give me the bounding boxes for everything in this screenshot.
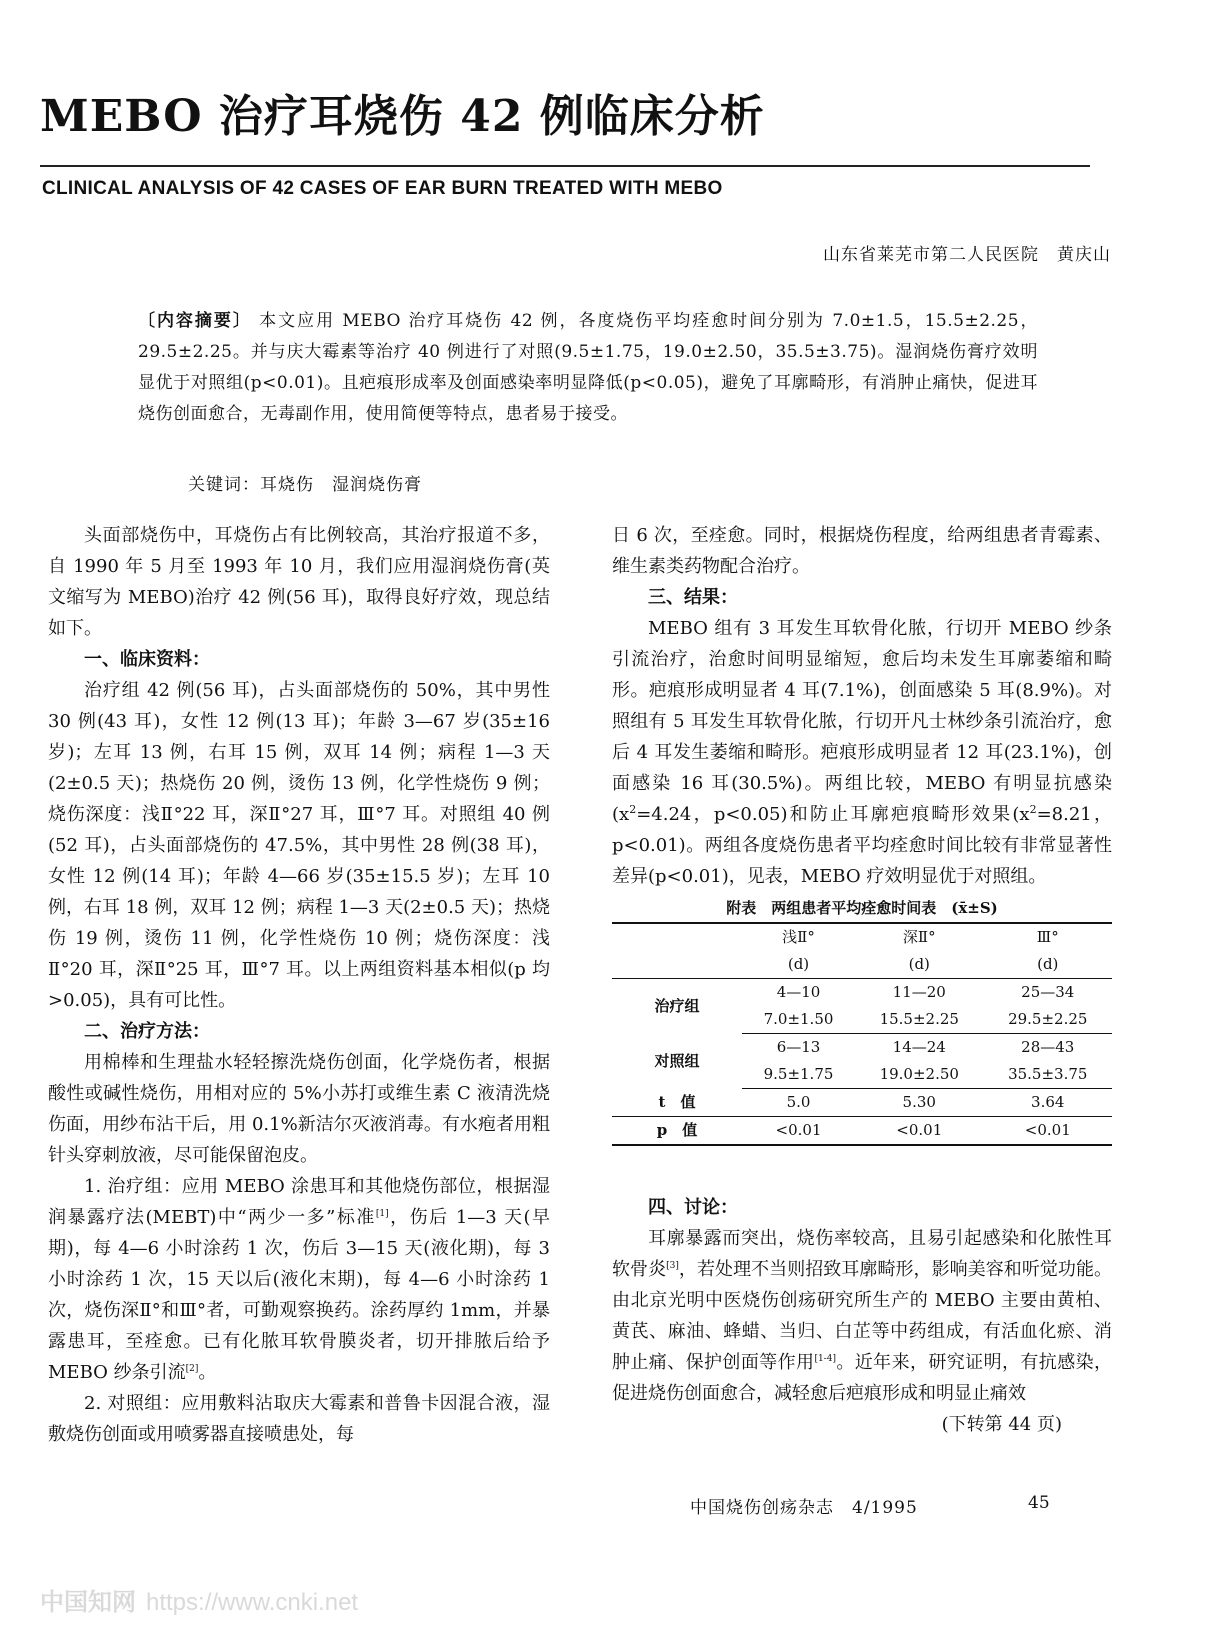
table-cell: 5.30 <box>855 1089 983 1117</box>
table-cell: 29.5±2.25 <box>984 1006 1113 1034</box>
table-cell: 7.0±1.50 <box>742 1006 855 1034</box>
table-unit-cell: (d) <box>984 951 1113 979</box>
table-cell: <0.01 <box>984 1117 1113 1146</box>
author-affiliation: 山东省莱芜市第二人民医院 黄庆山 <box>823 245 1111 265</box>
table-header-cell: Ⅲ° <box>984 923 1113 951</box>
text-span: ，若处理不当则招致耳廓畸形，影响美容和听觉功能。由北京光明中医烧伤创疡研究所生产的 MEBO 主要由黄柏、黄芪、麻油、蜂蜡、当归、白芷等中药组成，有活血化瘀、消肿止痛、保护创面等作用 <box>612 1259 1112 1373</box>
watermark-url: https://www.cnki.net <box>146 1589 359 1616</box>
article-title: MEBO 治疗耳烧伤 42 例临床分析 <box>40 91 765 142</box>
table-cell: 14—24 <box>892 1038 946 1056</box>
table-header-row <box>612 923 1112 951</box>
table-cell: <0.01 <box>855 1117 983 1146</box>
methods-paragraph: 用棉棒和生理盐水轻轻擦洗烧伤创面，化学烧伤者，根据酸性或碱性烧伤，用相对应的 5%小苏打或维生素 C 液清洗烧伤面，用纱布沾干后，用 0.1%新洁尔灭液消毒。有水疱者用粗针头穿刺放液，尽可能保留泡皮。 <box>48 1052 550 1166</box>
keywords: 关键词：耳烧伤 湿润烧伤膏 <box>188 475 422 495</box>
table-cell <box>612 951 742 979</box>
continued-paragraph: 日 6 次，至痊愈。同时，根据烧伤程度，给两组患者青霉素、维生素类药物配合治疗。 <box>612 525 1112 577</box>
results-table <box>612 922 1112 1146</box>
table-cell: 3.64 <box>984 1089 1113 1117</box>
citation-ref: [3] <box>666 1261 679 1271</box>
table-cell: 4—10 <box>776 983 821 1001</box>
citation-ref: [1] <box>375 1209 389 1219</box>
clinical-paragraph: 治疗组 42 例(56 耳)，占头面部烧伤的 50%，其中男性 30 例(43 耳)，女性 12 例(13 耳)；年龄 3—67 岁(35±16 岁)；左耳 13 例，右耳 15 例，双耳 14 例；病程 1—3 天(2±0.5 天)；热烧伤 20 例，烫伤 13 例，化学性烧伤 9 例；烧伤深度：浅Ⅱ°22 耳，深Ⅱ°27 耳，Ⅲ°7 耳。对照组 40 例(52 耳)，占头面部烧伤的 47.5%，其中男性 28 例(38 耳)，女性 12 例(14 耳)；年龄 4—66 岁(35±15.5 岁)；左耳 10 例，右耳 18 例，双耳 12 例；病程 1—3 天(2±0.5 天)；热烧伤 19 例，烫伤 11 例，化学性烧伤 10 例；烧伤深度：浅Ⅱ°20 耳，深Ⅱ°25 耳，Ⅲ°7 耳。以上两组资料基本相似(p 均>0.05)，具有可比性。 <box>48 680 550 1011</box>
english-title: CLINICAL ANALYSIS OF 42 CASES OF EAR BURN TREATED WITH MEBO <box>42 178 723 199</box>
text-span: 耳廓暴露而突出，烧伤率较高，且易引起感染和化脓性耳软骨炎 <box>612 1228 1112 1280</box>
intro-paragraph: 头面部烧伤中，耳烧伤占有比例较高，其治疗报道不多，自 1990 年 5 月至 1993 年 10 月，我们应用湿润烧伤膏(英文缩写为 MEBO)治疗 42 例(56 耳)，取得良好疗效，现总结如下。 <box>48 525 550 639</box>
table-cell: <0.01 <box>742 1117 855 1146</box>
section-heading-results: 三、结果： <box>648 587 738 608</box>
cnki-watermark <box>40 1582 358 1617</box>
table-row <box>612 979 1112 1007</box>
table-cell: 9.5±1.75 <box>742 1061 855 1089</box>
control-group-paragraph: 2. 对照组：应用敷料沾取庆大霉素和普鲁卡因混合液，湿敷烧伤创面或用喷雾器直接喷患处，每 <box>48 1393 550 1445</box>
table-t-row <box>612 1089 1112 1117</box>
table-cell <box>612 923 742 951</box>
table-cell: 25—34 <box>1021 983 1075 1001</box>
section-heading-clinical: 一、临床资料： <box>84 649 210 670</box>
text-span: MEBO 组有 3 耳发生耳软骨化脓，行切开 MEBO 纱条引流治疗，治愈时间明显缩短，愈后均未发生耳廓萎缩和畸形。疤痕形成明显者 4 耳(7.1%)，创面感染 5 耳(8.9%)。对照组有 5 耳发生耳软骨化脓，行切开凡士林纱条引流治疗，愈后 4 耳发生萎缩和畸形。疤痕形成明显者 12 耳(23.1%)，创面感染 16 耳(30.5%)。两组比较，MEBO 有明显抗感染(x <box>612 618 1112 825</box>
journal-footer: 中国烧伤创疡杂志 4/1995 <box>690 1498 918 1518</box>
table-header-cell: 深Ⅱ° <box>855 923 983 951</box>
table-unit-cell: (d) <box>742 951 855 979</box>
left-column <box>48 520 550 1450</box>
table-row-label: 治疗组 <box>654 996 700 1015</box>
table-cell: 15.5±2.25 <box>855 1006 983 1034</box>
table-p-row <box>612 1117 1112 1146</box>
text-span: 。 <box>198 1362 217 1383</box>
section-heading-discussion: 四、讨论： <box>648 1197 738 1218</box>
table-row-label: p 值 <box>612 1117 742 1146</box>
table-cell: 11—20 <box>892 983 946 1001</box>
text-span: 1. 治疗组：应用 MEBO 涂患耳和其他烧伤部位，根据湿润暴露疗法(MEBT)中“两少一多”标准 <box>48 1176 550 1228</box>
table-cell: 35.5±3.75 <box>984 1061 1113 1089</box>
table-unit-cell: (d) <box>855 951 983 979</box>
page-number: 45 <box>1028 1493 1050 1513</box>
title-rule <box>40 165 1090 167</box>
superscript: 2 <box>629 803 637 816</box>
table-cell: 5.0 <box>742 1089 855 1117</box>
text-span: 。近年来，研究证明，有抗感染，促进烧伤创面愈合，减轻愈后疤痕形成和明显止痛效 <box>612 1352 1113 1404</box>
discussion-paragraph <box>612 1223 1112 1409</box>
right-column <box>612 520 1112 1440</box>
abstract-label: 〔内容摘要〕 <box>138 311 252 331</box>
section-heading-methods: 二、治疗方法： <box>84 1021 210 1042</box>
table-cell: 28—43 <box>1021 1038 1075 1056</box>
abstract <box>138 306 1038 430</box>
table-cell: 6—13 <box>776 1038 821 1056</box>
table-row-label: t 值 <box>612 1089 742 1117</box>
citation-ref: [1-4] <box>814 1354 836 1364</box>
abstract-text: 本文应用 MEBO 治疗耳烧伤 42 例，各度烧伤平均痊愈时间分别为 7.0±1.5，15.5±2.25，29.5±2.25。并与庆大霉素等治疗 40 例进行了对照(9.5±1.75，19.0±2.50，35.5±3.75)。湿润烧伤膏疗效明显优于对照组(p<0.01)。且疤痕形成率及创面感染率明显降低(p<0.05)，避免了耳廓畸形，有消肿止痛快，促进耳烧伤创面愈合，无毒副作用，使用简便等特点，患者易于接受。 <box>138 311 1039 424</box>
table-row <box>612 1034 1112 1062</box>
results-paragraph <box>612 613 1112 892</box>
table-caption: 附表 两组患者平均痊愈时间表 (x̄±S) <box>726 899 998 917</box>
superscript: 2 <box>1029 803 1037 816</box>
text-span: =4.24，p<0.05)和防止耳廓疤痕畸形效果(x <box>636 804 1030 825</box>
watermark-name: 中国知网 <box>40 1589 136 1616</box>
table-cell: 19.0±2.50 <box>855 1061 983 1089</box>
treatment-group-paragraph <box>48 1171 550 1388</box>
citation-ref: [2] <box>185 1364 199 1374</box>
table-header-cell: 浅Ⅱ° <box>742 923 855 951</box>
text-span: ，伤后 1—3 天(早期)，每 4—6 小时涂药 1 次，伤后 3—15 天(液化期)，每 3 小时涂药 1 次，15 天以后(液化末期)，每 4—6 小时涂药 1 次，烧伤深Ⅱ°和Ⅲ°者，可勤观察换药。涂药厚约 1mm，并暴露患耳，至痊愈。已有化脓耳软骨膜炎者，切开排脓后给予 MEBO 纱条引流 <box>48 1207 550 1383</box>
table-row-label: 对照组 <box>654 1051 700 1070</box>
continued-note: (下转第 44 页) <box>941 1414 1062 1435</box>
text-span: =8.21，p<0.01)。两组各度烧伤患者平均痊愈时间比较有非常显著性差异(p<0.01)，见表，MEBO 疗效明显优于对照组。 <box>612 804 1112 887</box>
table-unit-row <box>612 951 1112 979</box>
